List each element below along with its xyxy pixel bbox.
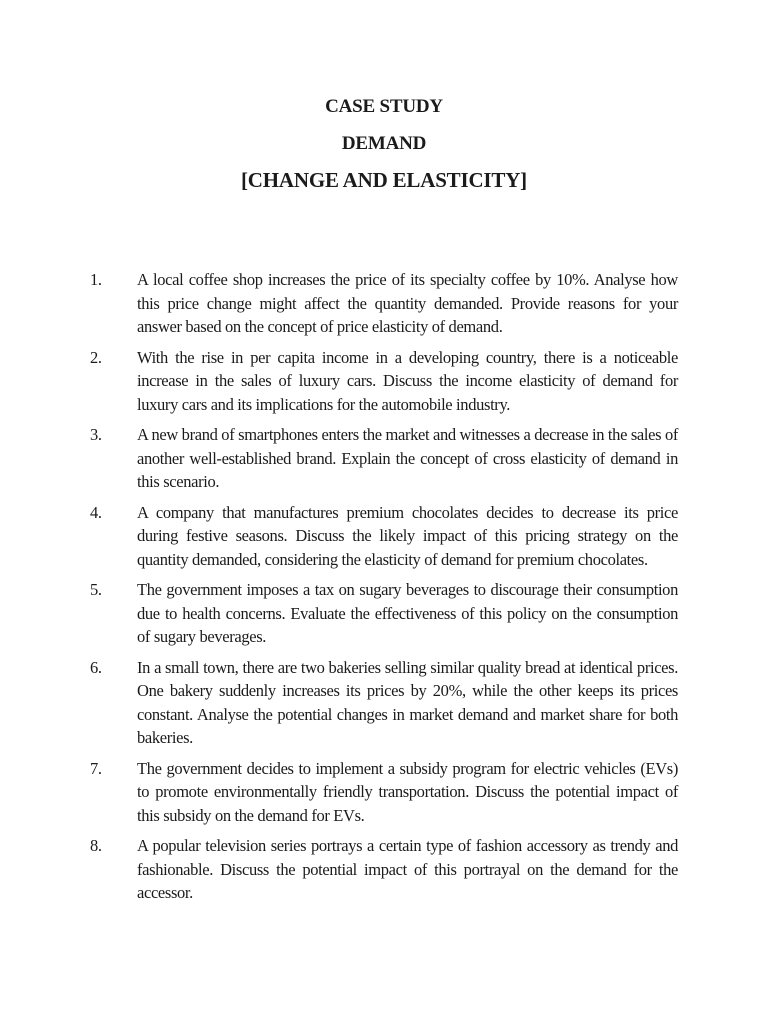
question-text: The government imposes a tax on sugary beverages to discourage their consumption due to health concerns. Evaluate the effectiveness of this policy on the consumption of sugary beverages. (137, 580, 678, 646)
question-text: In a small town, there are two bakeries selling similar quality bread at identical prices. One bakery suddenly increases its prices by 20%, while the other keeps its prices constant. Analyse the potential changes in market demand and market share for both bakeries. (137, 657, 678, 747)
question-number: 7. (90, 758, 102, 778)
question-item-1 (90, 268, 678, 339)
title-line-change-and-elasticity: [CHANGE AND ELASTICITY] (241, 168, 527, 192)
question-text: A local coffee shop increases the price of its specialty coffee by 10%. Analyse how this price change might affect the quantity demanded. Provide reasons for your answer based on the concept of price elasticity of demand. (137, 270, 678, 336)
document-title-block (0, 0, 768, 199)
question-list (90, 268, 678, 905)
question-text: A popular television series portrays a certain type of fashion accessory as trendy and fashionable. Discuss the potential impact of this portrayal on the demand for the accessor. (137, 836, 678, 902)
question-number: 8. (90, 836, 102, 855)
question-number: 4. (90, 502, 102, 522)
question-item-7 (90, 757, 678, 828)
question-item-2 (90, 346, 678, 417)
question-item-8 (90, 834, 678, 905)
question-item-3 (90, 423, 678, 494)
question-number: 6. (90, 657, 102, 677)
question-item-4 (90, 501, 678, 572)
question-text: With the rise in per capita income in a developing country, there is a noticeable increase in the sales of luxury cars. Discuss the income elasticity of demand for luxury cars and its implications for the automobile industry. (137, 347, 678, 414)
question-number: 3. (90, 425, 102, 444)
question-number: 5. (90, 580, 102, 599)
question-number: 1. (90, 270, 102, 289)
question-item-6 (90, 656, 678, 750)
question-text: A new brand of smartphones enters the market and witnesses a decrease in the sales of another well-established brand. Explain the concept of cross elasticity of demand in this scenario. (137, 425, 678, 491)
question-number: 2. (90, 347, 102, 367)
title-line-demand: DEMAND (341, 133, 427, 154)
title-line-case-study: CASE STUDY (325, 96, 443, 117)
question-text: A company that manufactures premium chocolates decides to decrease its price during festive seasons. Discuss the likely impact of this pricing strategy on the quantity demanded, considering the elasticity of demand for premium chocolates. (137, 502, 678, 569)
question-item-5 (90, 578, 678, 649)
question-text: The government decides to implement a subsidy program for electric vehicles (EVs) to promote environmentally friendly transportation. Discuss the potential impact of this subsidy on the demand for EVs. (137, 758, 678, 825)
